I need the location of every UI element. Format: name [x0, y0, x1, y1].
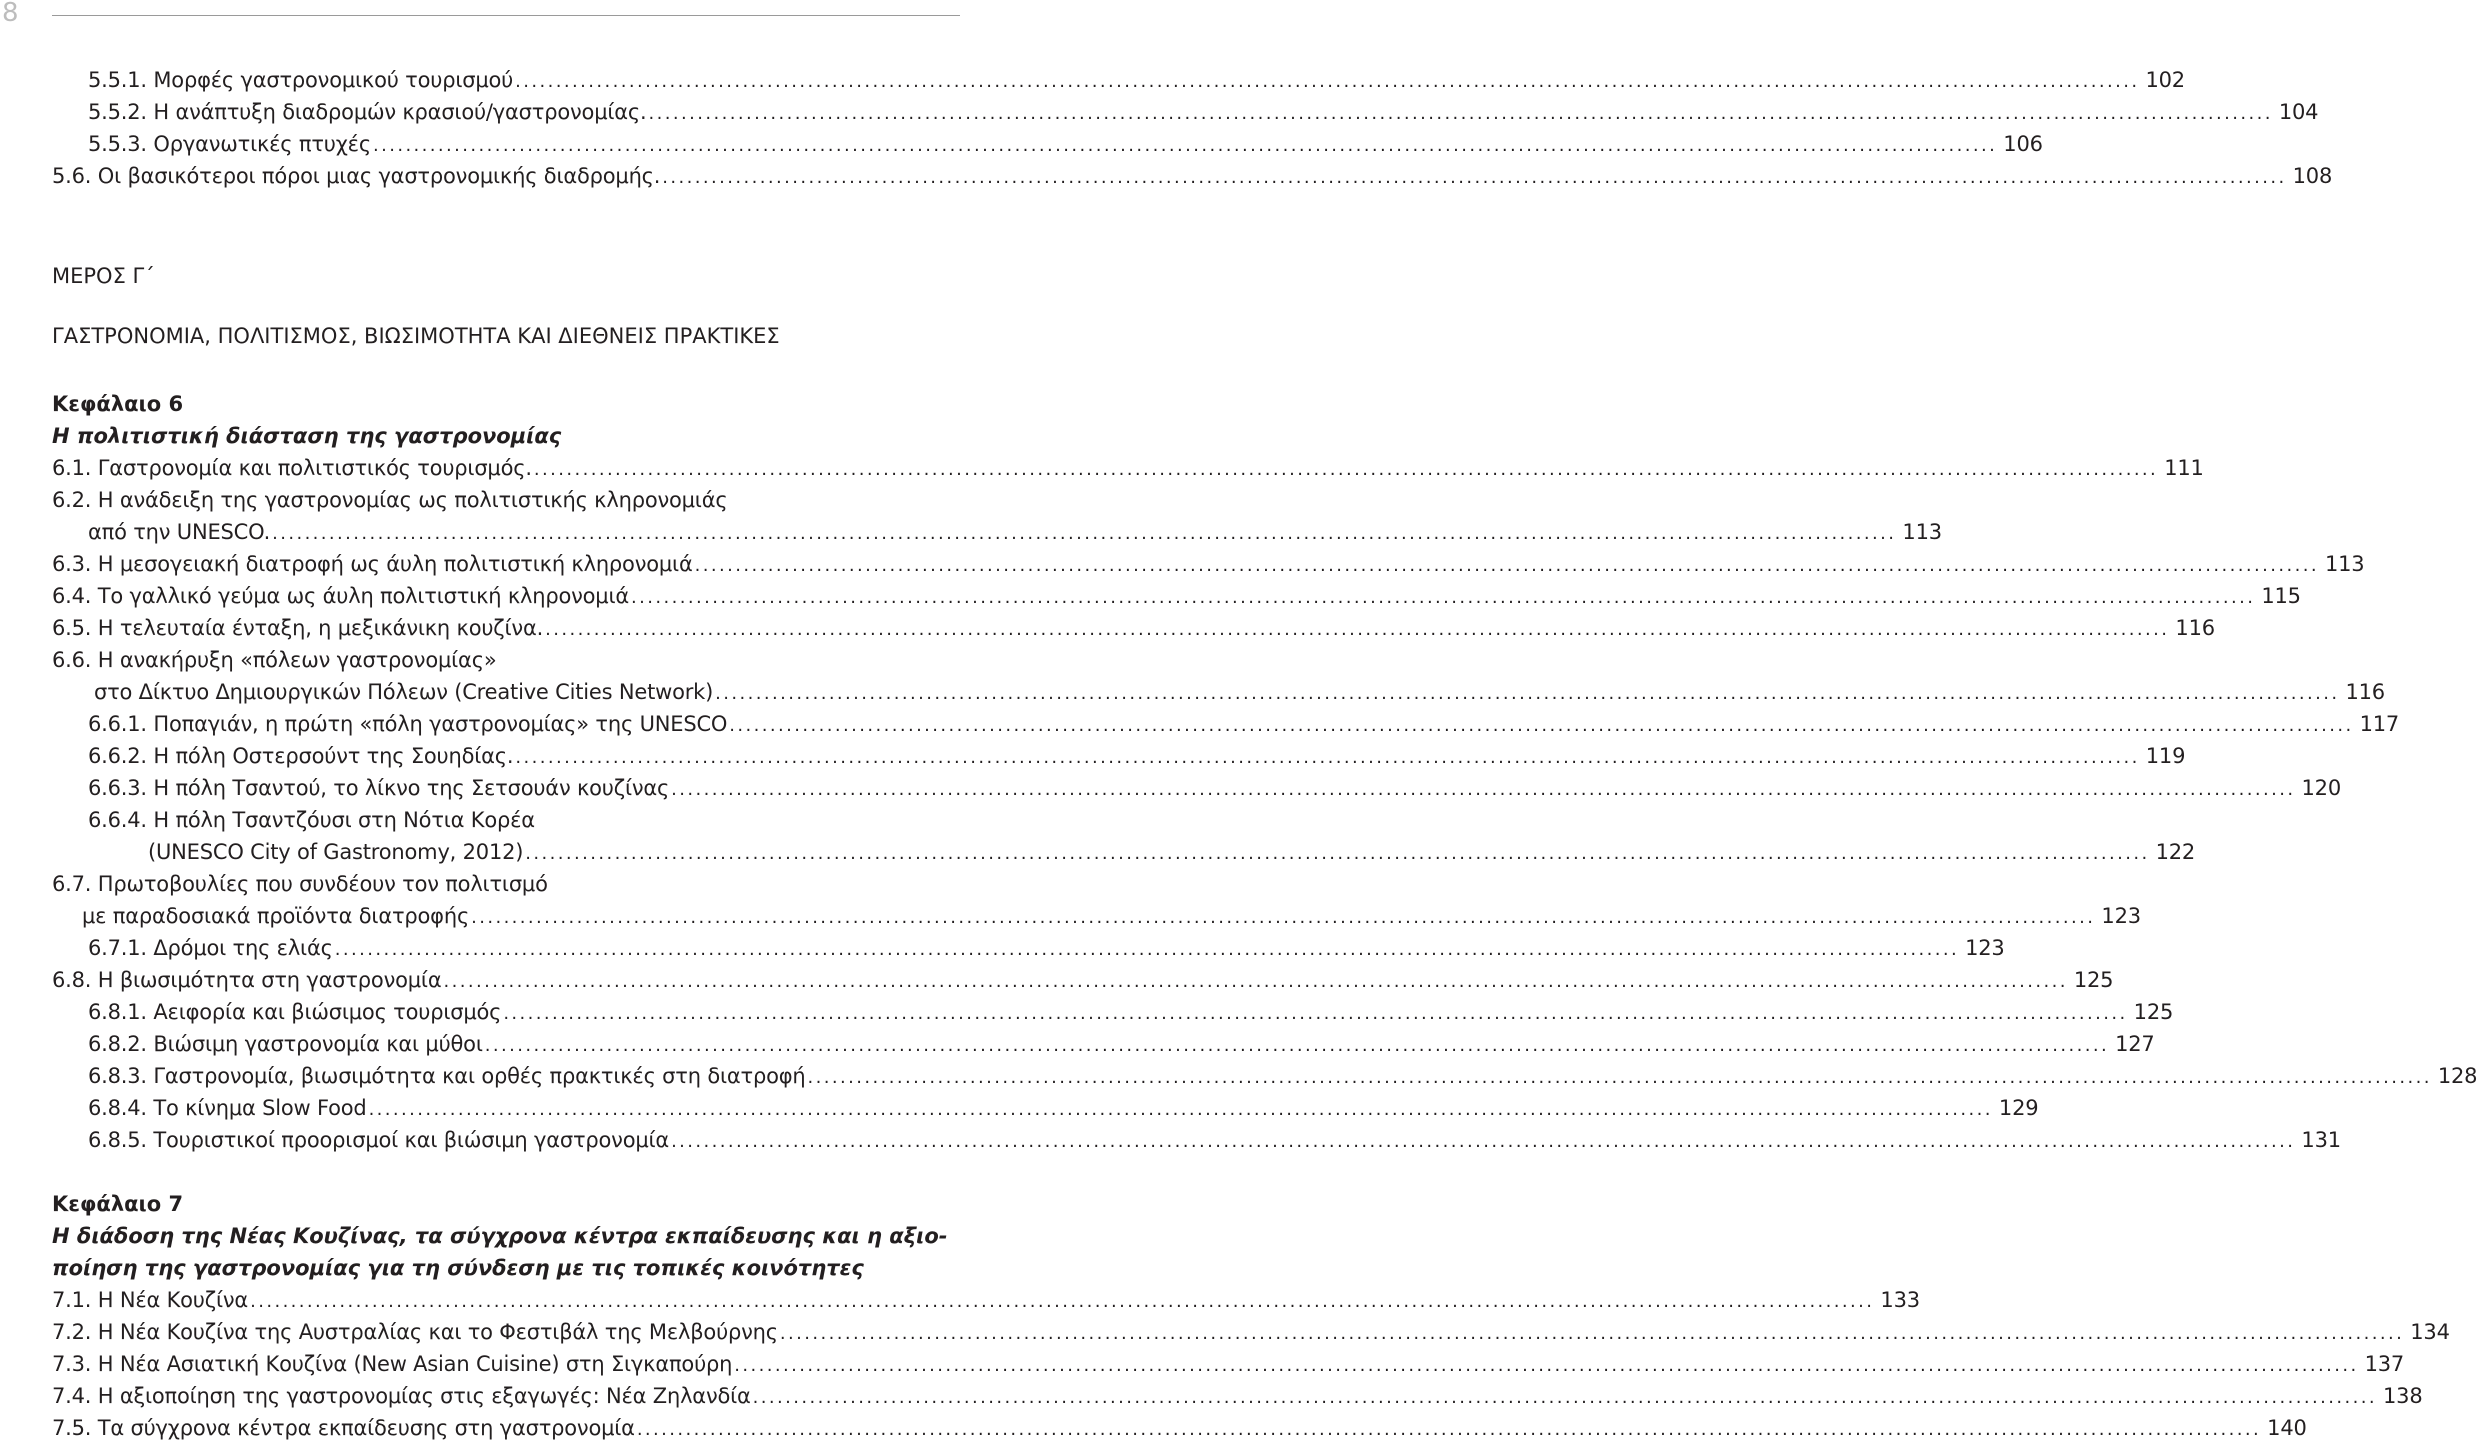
toc-entry-page: 128	[2437, 1064, 2477, 1088]
toc-entry-page: 111	[2164, 456, 2204, 480]
leader-dots: ........................................................................................................................................................................................................	[443, 971, 2068, 992]
toc-entry[interactable]	[88, 100, 2319, 125]
toc-entry[interactable]	[88, 132, 2043, 157]
toc-entry[interactable]	[88, 744, 2186, 769]
leader-dots: ........................................................................................................................................................................................................	[671, 779, 2296, 800]
part-subtitle: ΓΑΣΤΡΟΝΟΜΙΑ, ΠΟΛΙΤΙΣΜΟΣ, ΒΙΩΣΙΜΟΤΗΤΑ ΚΑΙ ΔΙΕΘΝΕΙΣ ΠΡΑΚΤΙΚΕΣ	[52, 324, 780, 348]
toc-entry-page: 137	[2364, 1352, 2405, 1376]
toc-entry[interactable]	[88, 1096, 2039, 1121]
toc-entry-page: 115	[2261, 584, 2301, 608]
toc-entry-label: 6.6.2. Η πόλη Οστερσούντ της Σουηδίας.	[88, 744, 514, 768]
part-title: ΜΕΡΟΣ Γ΄	[52, 264, 155, 288]
toc-entry-page: 108	[2292, 164, 2333, 188]
chapter-title: Η πολιτιστική διάσταση της γαστρονομίας	[52, 424, 562, 448]
chapter-label: Κεφάλαιο 7	[52, 1192, 184, 1216]
leader-dots: ........................................................................................................................................................................................................	[694, 555, 2319, 576]
toc-entry-label: 7.4. Η αξιοποίηση της γαστρονομίας στις εξαγωγές: Νέα Ζηλανδία	[52, 1384, 751, 1408]
toc-entry[interactable]	[52, 1352, 2405, 1377]
toc-entry-label: 6.8.2. Βιώσιμη γαστρονομία και μύθοι	[88, 1032, 483, 1056]
toc-entry-page: 116	[2345, 680, 2385, 704]
leader-dots: ........................................................................................................................................................................................................	[515, 747, 2140, 768]
toc-entry-page: 127	[2115, 1032, 2155, 1056]
toc-entry-label: 6.8. Η βιωσιμότητα στη γαστρονομία	[52, 968, 442, 992]
toc-entry-label: 6.7.1. Δρόμοι της ελιάς	[88, 936, 333, 960]
leader-dots: ........................................................................................................................................................................................................	[372, 135, 1998, 156]
toc-entry-label: 6.4. Το γαλλικό γεύμα ως άυλη πολιτιστική κληρονομιά	[52, 584, 630, 608]
toc-entry-label: 6.6.3. Η πόλη Τσαντού, το λίκνο της Σετσουάν κουζίνας	[88, 776, 670, 800]
toc-entry[interactable]	[148, 840, 2196, 865]
toc-entry-page: 134	[2410, 1320, 2450, 1344]
leader-dots: ........................................................................................................................................................................................................	[545, 619, 2170, 640]
toc-entry[interactable]	[88, 1064, 2477, 1089]
toc-entry[interactable]	[52, 1384, 2423, 1409]
toc-entry-page: 104	[2278, 100, 2319, 124]
toc-entry-label: 7.3. Η Νέα Ασιατική Κουζίνα (New Asian Cuisine) στη Σιγκαπούρη	[52, 1352, 733, 1376]
toc-entry[interactable]	[52, 1416, 2307, 1441]
toc-entry[interactable]	[52, 552, 2365, 577]
leader-dots: ........................................................................................................................................................................................................	[484, 1035, 2110, 1056]
toc-entry[interactable]	[82, 904, 2141, 929]
toc-entry-first-line: 6.2. Η ανάδειξη της γαστρονομίας ως πολιτιστικής κληρονομιάς	[52, 488, 728, 512]
toc-entry[interactable]	[52, 1288, 1920, 1313]
toc-entry-page: 122	[2155, 840, 2196, 864]
toc-entry[interactable]	[88, 936, 2005, 961]
leader-dots: ........................................................................................................................................................................................................	[807, 1067, 2432, 1088]
leader-dots: ........................................................................................................................................................................................................	[631, 587, 2256, 608]
toc-entry-page: 120	[2301, 776, 2341, 800]
toc-entry-label: από την UNESCO.	[88, 520, 271, 544]
toc-entry-label: 7.5. Τα σύγχρονα κέντρα εκπαίδευσης στη γαστρονομία	[52, 1416, 635, 1440]
toc-entry-page: 119	[2145, 744, 2186, 768]
toc-entry[interactable]	[52, 456, 2204, 481]
toc-entry[interactable]	[88, 712, 2400, 737]
leader-dots: ........................................................................................................................................................................................................	[671, 1131, 2296, 1152]
toc-entry-page: 116	[2175, 616, 2215, 640]
toc-entry[interactable]	[88, 1000, 2174, 1025]
chapter-label: Κεφάλαιο 6	[52, 392, 184, 416]
toc-entry-page: 123	[1965, 936, 2005, 960]
leader-dots: ........................................................................................................................................................................................................	[715, 683, 2340, 704]
toc-entry-page: 106	[2003, 132, 2043, 156]
leader-dots: ........................................................................................................................................................................................................	[515, 71, 2140, 92]
leader-dots: ........................................................................................................................................................................................................	[471, 907, 2096, 928]
toc-entry-page: 140	[2267, 1416, 2307, 1440]
toc-entry-label: 6.8.5. Τουριστικοί προορισμοί και βιώσιμη γαστρονομία	[88, 1128, 670, 1152]
toc-entry-label: 6.3. Η μεσογειακή διατροφή ως άυλη πολιτιστική κληρονομιά	[52, 552, 693, 576]
toc-entry-first-line: 6.6. Η ανακήρυξη «πόλεων γαστρονομίας»	[52, 648, 497, 672]
toc-entry-label: με παραδοσιακά προϊόντα διατροφής	[82, 904, 470, 928]
toc-entry-label: 5.5.1. Μορφές γαστρονομικού τουρισμού	[88, 68, 514, 92]
toc-entry-label: 5.6. Οι βασικότεροι πόροι μιας γαστρονομικής διαδρομής.	[52, 164, 661, 188]
toc-entry-first-line: 6.7. Πρωτοβουλίες που συνδέουν τον πολιτισμό	[52, 872, 548, 896]
toc-entry-page: 131	[2301, 1128, 2341, 1152]
toc-entry-page: 129	[1998, 1096, 2039, 1120]
toc-entry[interactable]	[88, 520, 1942, 545]
chapter-title-line: Η διάδοση της Νέας Κουζίνας, τα σύγχρονα κέντρα εκπαίδευσης και η αξιο-	[52, 1224, 948, 1248]
toc-entry-page: 125	[2133, 1000, 2174, 1024]
toc-entry-label: 5.5.2. Η ανάπτυξη διαδρομών κρασιού/γαστρονομίας.	[88, 100, 647, 124]
leader-dots: ........................................................................................................................................................................................................	[636, 1419, 2262, 1440]
toc-entry[interactable]	[94, 680, 2385, 705]
leader-dots: ........................................................................................................................................................................................................	[250, 1291, 1875, 1312]
leader-dots: ........................................................................................................................................................................................................	[525, 843, 2150, 864]
leader-dots: ........................................................................................................................................................................................................	[734, 1355, 2359, 1376]
toc-entry[interactable]	[88, 776, 2341, 801]
toc-entry-page: 125	[2073, 968, 2114, 992]
toc-entry-label: στο Δίκτυο Δημιουργικών Πόλεων (Creative Cities Network)	[94, 680, 714, 704]
leader-dots: ........................................................................................................................................................................................................	[779, 1323, 2405, 1344]
leader-dots: ........................................................................................................................................................................................................	[533, 459, 2159, 480]
toc-entry-page: 117	[2359, 712, 2400, 736]
leader-dots: ........................................................................................................................................................................................................	[334, 939, 1960, 960]
toc-entry[interactable]	[88, 1128, 2341, 1153]
toc-entry-page: 113	[1902, 520, 1942, 544]
toc-entry-page: 138	[2383, 1384, 2423, 1408]
toc-entry-label: 7.2. Η Νέα Κουζίνα της Αυστραλίας και το Φεστιβάλ της Μελβούρνης	[52, 1320, 778, 1344]
top-rule	[52, 15, 960, 16]
toc-entry-label: 6.5. Η τελευταία ένταξη, η μεξικάνικη κουζίνα.	[52, 616, 544, 640]
leader-dots: ........................................................................................................................................................................................................	[662, 167, 2287, 188]
toc-entry[interactable]	[52, 616, 2215, 641]
toc-entry-label: 7.1. Η Νέα Κουζίνα	[52, 1288, 249, 1312]
leader-dots: ........................................................................................................................................................................................................	[729, 715, 2354, 736]
toc-entry-label: 6.8.4. Το κίνημα Slow Food	[88, 1096, 367, 1120]
toc-entry-label: 5.5.3. Οργανωτικές πτυχές	[88, 132, 371, 156]
toc-entry-page: 123	[2101, 904, 2141, 928]
toc-entry-label: 6.8.3. Γαστρονομία, βιωσιμότητα και ορθές πρακτικές στη διατροφή	[88, 1064, 806, 1088]
leader-dots: ........................................................................................................................................................................................................	[272, 523, 1897, 544]
toc-entry-label: 6.1. Γαστρονομία και πολιτιστικός τουρισμός.	[52, 456, 532, 480]
toc-entry[interactable]	[52, 1320, 2450, 1345]
chapter-title-line: ποίηση της γαστρονομίας για τη σύνδεση με τις τοπικές κοινότητες	[52, 1256, 864, 1280]
toc-entry-page: 113	[2324, 552, 2365, 576]
leader-dots: ........................................................................................................................................................................................................	[368, 1099, 1993, 1120]
toc-entry[interactable]	[52, 968, 2114, 993]
toc-entry-first-line: 6.6.4. Η πόλη Τσαντζόυσι στη Νότια Κορέα	[88, 808, 535, 832]
toc-entry-label: 6.6.1. Ποπαγιάν, η πρώτη «πόλη γαστρονομίας» της UNESCO	[88, 712, 728, 736]
toc-entry-page: 133	[1880, 1288, 1920, 1312]
toc-entry[interactable]	[88, 68, 2185, 93]
toc-entry-label: (UNESCO City of Gastronomy, 2012)	[148, 840, 524, 864]
toc-entry-page: 102	[2145, 68, 2185, 92]
toc-entry[interactable]	[88, 1032, 2155, 1057]
leader-dots: ........................................................................................................................................................................................................	[752, 1387, 2378, 1408]
toc-entry[interactable]	[52, 584, 2301, 609]
page-number: 8	[2, 0, 19, 28]
toc-entry-label: 6.8.1. Αειφορία και βιώσιμος τουρισμός	[88, 1000, 502, 1024]
toc-entry[interactable]	[52, 164, 2333, 189]
leader-dots: ........................................................................................................................................................................................................	[648, 103, 2273, 124]
leader-dots: ........................................................................................................................................................................................................	[503, 1003, 2128, 1024]
